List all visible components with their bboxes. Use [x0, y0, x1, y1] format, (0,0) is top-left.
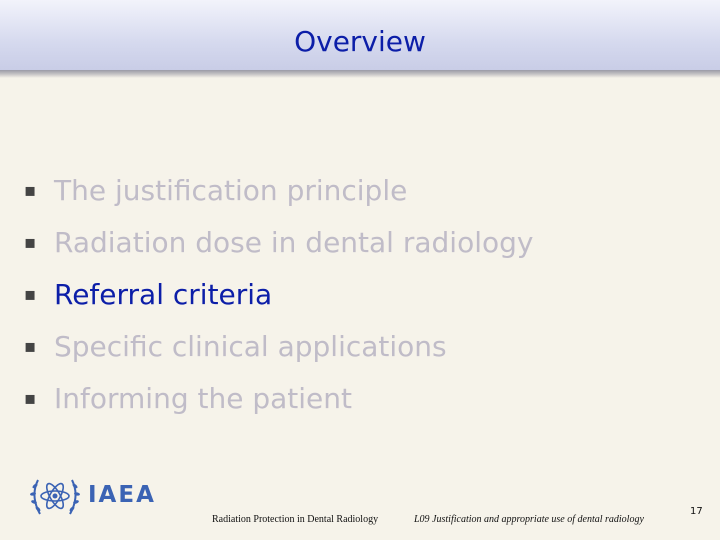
bullet-item-justification: [24, 165, 704, 217]
bullet-marker: ▪: [24, 388, 37, 409]
bullet-item-radiation-dose: [24, 217, 704, 269]
slide-title: Overview: [294, 25, 426, 58]
bullet-text: Informing the patient: [54, 382, 352, 415]
bullet-item-referral-criteria: [24, 269, 704, 321]
logo-text: IAEA: [88, 482, 156, 508]
header-divider: [0, 70, 720, 78]
bullet-list: [24, 165, 704, 425]
page-number: 17: [690, 506, 703, 517]
bullet-text: Referral criteria: [54, 278, 273, 311]
bullet-item-informing-patient: [24, 373, 704, 425]
iaea-emblem-icon: [28, 472, 82, 522]
bullet-marker: ▪: [24, 180, 37, 201]
bullet-marker: ▪: [24, 284, 37, 305]
bullet-text: The justification principle: [54, 174, 408, 207]
iaea-logo: [28, 472, 168, 522]
footer-course-title: Radiation Protection in Dental Radiology: [212, 514, 379, 525]
bullet-marker: ▪: [24, 336, 37, 357]
footer-lecture-title: L09 Justification and appropriate use of dental radiology: [414, 514, 644, 525]
bullet-item-clinical-applications: [24, 321, 704, 373]
bullet-text: Specific clinical applications: [54, 330, 447, 363]
bullet-marker: ▪: [24, 232, 37, 253]
bullet-text: Radiation dose in dental radiology: [54, 226, 534, 259]
